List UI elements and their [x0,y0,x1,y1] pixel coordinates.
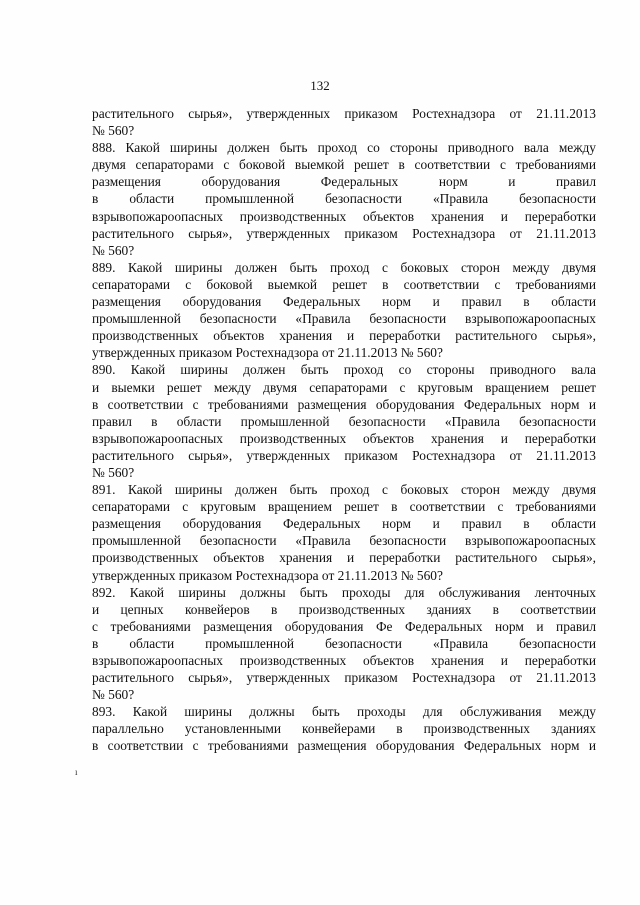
text-line: № 560? [92,123,135,139]
text-line: правил в области промышленной безопасности «Правила безопасности [92,413,596,429]
text-line: промышленной безопасности «Правила безопасности взрывопожароопасных [92,533,596,549]
text-line: 892. Какой ширины должны быть проходы для обслуживания ленточных [92,584,596,600]
text-line: растительного сырья», утвержденных приказом Ростехнадзора от 21.11.2013 [92,225,596,241]
text-line: растительного сырья», утвержденных приказом Ростехнадзора от 21.11.2013 [92,670,596,686]
text-line: производственных объектов хранения и переработки растительного сырья», [92,550,596,566]
text-line: 888. Какой ширины должен быть проход со стороны приводного вала между [92,140,596,156]
text-line: размещения оборудования Федеральных норм и правил в области [92,294,596,310]
text-line: взрывопожароопасных производственных объектов хранения и переработки [92,208,596,224]
text-line: № 560? [92,687,135,703]
text-line: двумя сепараторами с боковой выемкой решет в соответствии с требованиями [92,157,596,173]
text-line: № 560? [92,242,135,258]
text-line: утвержденных приказом Ростехнадзора от 21.11.2013 № 560? [92,345,443,361]
text-line: взрывопожароопасных производственных объектов хранения и переработки [92,653,596,668]
text-line: промышленной безопасности «Правила безопасности взрывопожароопасных [92,311,596,327]
text-line: 891. Какой ширины должен быть проход с боковых сторон между двумя [92,482,596,498]
text-line: растительного сырья», утвержденных приказом Ростехнадзора от 21.11.2013 [92,106,596,121]
text-line: № 560? [92,464,135,480]
text-line: в соответствии с требованиями размещения оборудования Федеральных норм и [92,396,596,412]
text-line: и цепных конвейеров в производственных зданиях в соответствии [92,601,596,617]
text-line: в соответствии с требованиями размещения оборудования Федеральных норм и [92,738,596,754]
text-line: производственных объектов хранения и переработки растительного сырья», [92,328,596,344]
text-line: 890. Какой ширины должен быть проход со стороны приводного вала [92,362,596,378]
text-line: размещения оборудования Федеральных норм и правил в области [92,516,596,532]
text-line: с требованиями размещения оборудования Фе Федеральных норм и правил [92,618,596,634]
text-line: 889. Какой ширины должен быть проход с боковых сторон между двумя [92,259,596,275]
text-line: 893. Какой ширины должны быть проходы для обслуживания между [92,704,596,720]
text-line: сепараторами с боковой выемкой решет в соответствии с требованиями [92,276,596,292]
text-line: сепараторами с круговым вращением решет в соответствии с требованиями [92,499,596,515]
text-line: растительного сырья», утвержденных приказом Ростехнадзора от 21.11.2013 [92,447,596,463]
margin-mark: ı [75,767,78,777]
text-line: размещения оборудования Федеральных норм и правил [92,174,596,190]
text-line: в области промышленной безопасности «Правила безопасности [92,635,596,651]
text-line: в области промышленной безопасности «Правила безопасности [92,191,596,207]
text-line: параллельно установленными конвейерами в производственных зданиях [92,721,596,737]
text-line: взрывопожароопасных производственных объектов хранения и переработки [92,430,596,446]
text-line: утвержденных приказом Ростехнадзора от 21.11.2013 № 560? [92,567,443,583]
page-number: 132 [310,78,330,93]
text-line: и выемки решет между двумя сепараторами с круговым вращением решет [92,379,596,395]
document-body [92,105,596,755]
